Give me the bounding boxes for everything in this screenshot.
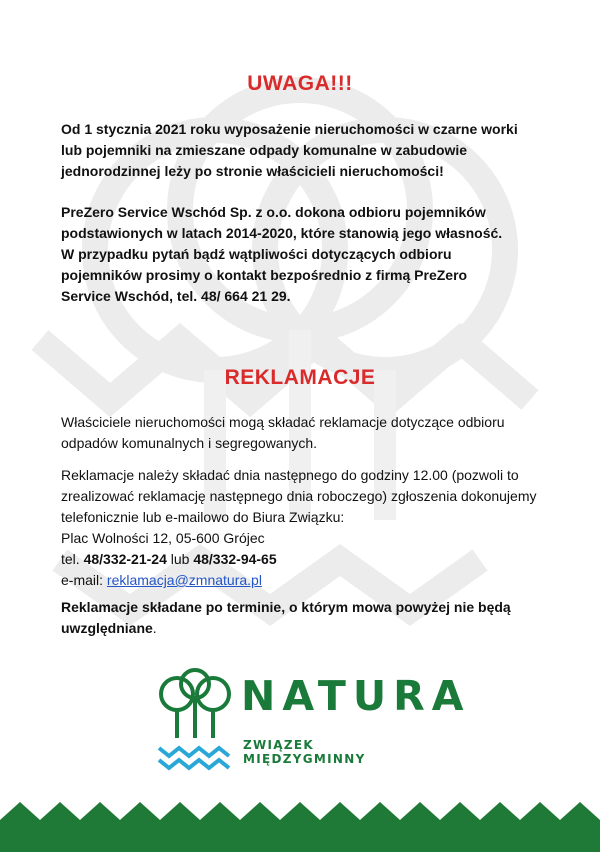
final-dot: . [152, 620, 157, 636]
text-line: jednorodzinnej leży po stronie właścicieli nieruchomości! [61, 163, 444, 179]
complaints-paragraph-2 [61, 465, 548, 591]
email-line [61, 570, 548, 591]
text-line: Reklamacje składane po terminie, o którym mowa powyżej nie będą [61, 599, 511, 615]
complaints-paragraph-1 [61, 412, 548, 454]
phone-line [61, 549, 548, 570]
phone-prefix: tel. [61, 551, 84, 567]
text-line: PreZero Service Wschód Sp. z o.o. dokona odbioru pojemników [61, 204, 486, 220]
notice-title: UWAGA!!! [247, 72, 353, 95]
text-line: W przypadku pytań bądź wątpliwości dotyczących odbioru [61, 246, 452, 262]
logo-name: NATURA [241, 672, 471, 720]
notice-paragraph-2 [61, 202, 548, 307]
text-line: odpadów komunalnych i segregowanych. [61, 435, 318, 451]
text-line: Od 1 stycznia 2021 roku wyposażenie nieruchomości w czarne worki [61, 121, 518, 137]
email-link[interactable]: reklamacja@zmnatura.pl [106, 572, 262, 588]
phone-separator: lub [166, 551, 194, 567]
complaints-final-note [61, 597, 548, 639]
text-line: telefonicznie lub e-mailowo do Biura Związku: [61, 509, 345, 525]
complaints-title: REKLAMACJE [224, 366, 376, 389]
email-prefix: e-mail: [61, 572, 107, 588]
text-line: Właściciele nieruchomości mogą składać reklamacje dotyczące odbioru [61, 414, 505, 430]
text-line: podstawionych w latach 2014-2020, które stanowią jego własność. [61, 225, 503, 241]
final-line-text: uwzględniane [61, 620, 153, 636]
phone-number-2: 48/332-94-65 [193, 551, 277, 567]
text-line: pojemników prosimy o kontakt bezpośrednio z firmą PreZero [61, 267, 468, 283]
text-line: Reklamacje należy składać dnia następnego do godziny 12.00 (pozwoli to [61, 467, 519, 483]
text-line: Service Wschód, tel. 48/ 664 21 29. [61, 288, 291, 304]
natura-logo [155, 668, 471, 780]
logo-subtitle: ZWIĄZEK MIĘDZYGMINNY [243, 738, 366, 766]
text-line: lub pojemniki na zmieszane odpady komunalne w zabudowie [61, 142, 468, 158]
trees-waves-icon [155, 668, 235, 780]
notice-paragraph-1 [61, 119, 548, 182]
phone-number-1: 48/332-21-24 [83, 551, 167, 567]
text-line: zrealizować reklamację następnego dnia roboczego) zgłoszenia dokonujemy [61, 488, 537, 504]
text-line [61, 618, 548, 639]
address-line: Plac Wolności 12, 05-600 Grójec [61, 530, 265, 546]
